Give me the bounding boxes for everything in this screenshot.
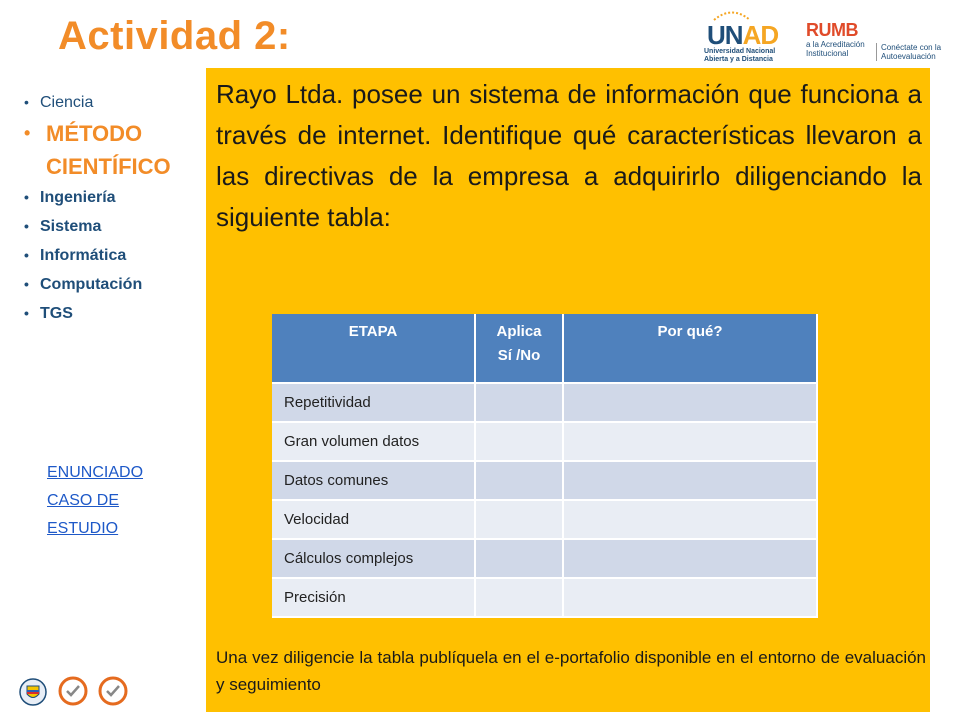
aplica-cell[interactable] [476, 540, 564, 579]
por-que-cell[interactable] [564, 384, 818, 423]
activity-question: Rayo Ltda. posee un sistema de información que funciona a través de internet. Identifique qué características llevaron a las directivas de la empresa a adquirirlo diligenciando la siguiente tabla: [216, 79, 922, 232]
column-header-aplica: Aplica Sí /No [476, 314, 564, 384]
por-que-cell[interactable] [564, 462, 818, 501]
sidebar-item-computacion: • Computación [24, 270, 199, 299]
sidebar-item-informatica: • Informática [24, 241, 199, 270]
table-row [272, 579, 818, 618]
table-row [272, 540, 818, 579]
etapa-cell: Gran volumen datos [272, 423, 476, 462]
characteristics-table [272, 314, 818, 618]
aplica-cell[interactable] [476, 501, 564, 540]
por-que-cell[interactable] [564, 540, 818, 579]
activity-panel [206, 68, 930, 712]
sidebar-item-metodo-cientifico: • MÉTODO CIENTÍFICO [24, 117, 199, 183]
instruction-note: Una vez diligencie la tabla publíquela en el e-portafolio disponible en el entorno de evaluación y seguimiento [216, 648, 926, 694]
aplica-cell[interactable] [476, 462, 564, 501]
por-que-cell[interactable] [564, 579, 818, 618]
etapa-cell: Repetitividad [272, 384, 476, 423]
aplica-cell[interactable] [476, 423, 564, 462]
sidebar-item-ingenieria: • Ingeniería [24, 183, 199, 212]
colombia-shield-icon [18, 676, 48, 708]
etapa-cell: Cálculos complejos [272, 540, 476, 579]
column-header-por-que: Por qué? [564, 314, 818, 384]
table-row [272, 384, 818, 423]
table-row [272, 501, 818, 540]
aplica-cell[interactable] [476, 384, 564, 423]
rumbo-logo: RUMB [806, 20, 858, 40]
table-row [272, 462, 818, 501]
etapa-cell: Datos comunes [272, 462, 476, 501]
unad-logo-subtitle: Universidad Nacional Abierta y a Distancia [704, 48, 776, 63]
unad-logo: UNAD [707, 20, 779, 50]
por-que-cell[interactable] [564, 423, 818, 462]
column-header-etapa: ETAPA [272, 314, 476, 384]
sgs-cert-icon-2 [98, 676, 128, 708]
sidebar-item-sistema: • Sistema [24, 212, 199, 241]
etapa-cell: Velocidad [272, 501, 476, 540]
sidebar-item-ciencia: • Ciencia [24, 88, 199, 117]
etapa-cell: Precisión [272, 579, 476, 618]
case-study-link[interactable]: ENUNCIADO CASO DE ESTUDIO [47, 464, 144, 537]
slide-title: Actividad 2: [58, 14, 291, 58]
por-que-cell[interactable] [564, 501, 818, 540]
table-row [272, 423, 818, 462]
rumbo-logo-subtitle: a la Acreditación Institucional [806, 40, 865, 58]
aplica-cell[interactable] [476, 579, 564, 618]
conectate-logo: Conéctate con la Autoevaluación [876, 43, 941, 61]
sgs-cert-icon [58, 676, 88, 708]
sidebar-item-tgs: • TGS [24, 299, 199, 328]
certification-logos [18, 672, 138, 712]
sidebar-topic-list [24, 88, 199, 328]
